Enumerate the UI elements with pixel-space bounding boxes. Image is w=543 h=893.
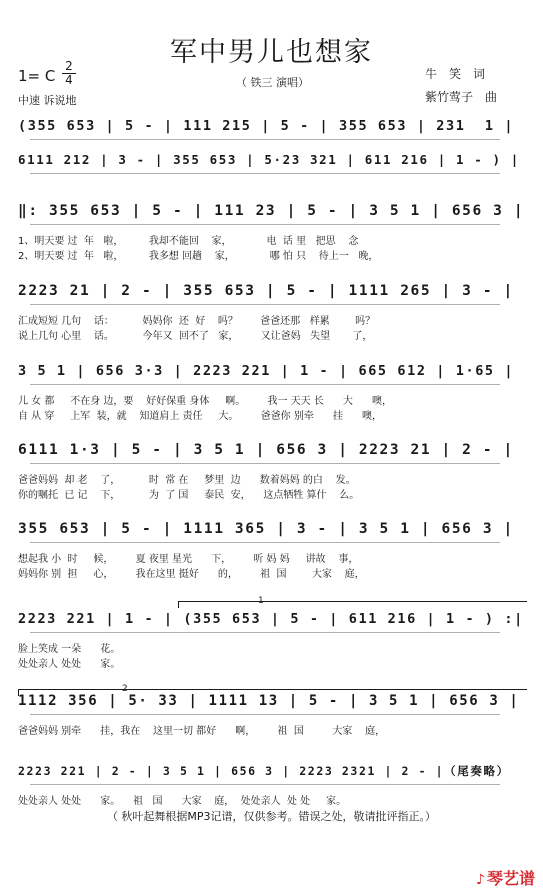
singer-credit: （ 铁三 演唱）: [236, 76, 309, 89]
notation-row: 3 5 1 | 656 3·3 | 2223 221 | 1 - | 665 612 | 1·65 |: [18, 363, 515, 379]
lyric-line: 儿 女 都 不在身 边，要 好好保重 身体 啊。 我一 天天 长 大 噢，: [18, 396, 392, 407]
site-logo: [476, 866, 535, 889]
tempo-marking: 中速 诉说地: [18, 94, 77, 107]
lyric-line: 妈妈你 别 担 心， 我在这里 挺好 的， 祖 国 大家 庭，: [18, 569, 365, 580]
lyric-line: 你的嘱托 已 记 下， 为 了 国 泰民 安， 这点牺牲 算什 么。: [18, 490, 360, 501]
lyricist-credit: 牛 笑 词: [425, 67, 486, 81]
beam-line: [30, 384, 500, 385]
notation-row: 2223 221 | 2 - | 3 5 1 | 656 3 | 2223 2321 | 2 - |（尾奏略）: [18, 764, 510, 778]
notation-row: ‖: 355 653 | 5 - | 111 23 | 5 - | 3 5 1 | 656 3 |: [18, 203, 525, 219]
lyric-line: 想起我 小 时 候， 夏 夜里 星光 下， 听 妈 妈 讲故 事，: [18, 554, 359, 565]
beam-line: [30, 304, 500, 305]
beam-line: [30, 714, 500, 715]
time-sig-bottom: 4: [62, 73, 76, 87]
notation-row: 2223 21 | 2 - | 355 653 | 5 - | 1111 265 | 3 - |: [18, 283, 514, 299]
beam-line: [30, 139, 500, 140]
beam-line: [30, 542, 500, 543]
second-ending-bracket: [18, 689, 527, 696]
second-ending-number: 2: [122, 684, 128, 694]
time-signature: [62, 60, 76, 87]
notation-row: 1112 356 | 5· 33 | 1111 13 | 5 - | 3 5 1 | 656 3 |: [18, 693, 520, 709]
lyric-line: 2、明天要 过 年 啦， 我多想 回趟 家， 哪 怕 只 待上一 晚，: [18, 251, 379, 262]
first-ending-bracket: [178, 601, 527, 608]
composer-credit: 紫竹莺子 曲: [425, 90, 498, 104]
beam-line: [30, 784, 500, 785]
notation-row: (355 653 | 5 - | 111 215 | 5 - | 355 653 | 231 1 |: [18, 118, 515, 134]
lyric-line: 自 从 穿 上军 装，就 知道肩上 责任 大。 爸爸你 别牵 挂 噢，: [18, 411, 382, 422]
notation-row: 6111 1·3 | 5 - | 3 5 1 | 656 3 | 2223 21 | 2 - |: [18, 442, 514, 458]
lyric-line: 1、明天要 过 年 啦， 我却不能回 家， 电 话 里 把思 念: [18, 236, 359, 247]
lyric-line: 处处亲人 处处 家。 祖 国 大家 庭， 处处亲人 处 处 家。: [18, 796, 347, 807]
logo-text: 琴艺谱: [486, 869, 535, 888]
beam-line: [30, 463, 500, 464]
lyric-line: 爸爸妈妈 别牵 挂，我在 这里一切 都好 啊， 祖 国 大家 庭，: [18, 726, 386, 737]
beam-line: [30, 173, 500, 174]
lyric-line: 脸上笑成 一朵 花。: [18, 644, 121, 655]
lyric-line: 爸爸妈妈 却 老 了， 时 常 在 梦里 边 数着妈妈 的白 发。: [18, 475, 356, 486]
transcription-note: （ 秋叶起舞根据MP3记谱，仅供参考。错误之处，敬请批评指正。）: [106, 810, 437, 823]
lyric-line: 汇成短短 几句 话： 妈妈你 还 好 吗？ 爸爸还那 样累 吗？: [18, 316, 376, 327]
notation-row: 6111 212 | 3 - | 355 653 | 5·23 321 | 611 216 | 1 - ) |: [18, 152, 520, 167]
logo-icon: ♪: [476, 872, 485, 888]
notation-row: 2223 221 | 1 - | (355 653 | 5 - | 611 216 | 1 - ) :|: [18, 611, 524, 627]
beam-line: [30, 224, 500, 225]
notation-row: 355 653 | 5 - | 1111 365 | 3 - | 3 5 1 | 656 3 |: [18, 521, 514, 537]
lyric-line: 处处亲人 处处 家。: [18, 659, 121, 670]
key-signature: 1= C: [18, 67, 56, 85]
first-ending-number: 1: [258, 596, 264, 606]
beam-line: [30, 632, 500, 633]
song-title: 军中男儿也想家: [170, 37, 373, 68]
time-sig-top: 2: [65, 59, 73, 73]
lyric-line: 说上几句 心里 话。 今年又 回不了 家， 又让爸妈 失望 了，: [18, 331, 373, 342]
